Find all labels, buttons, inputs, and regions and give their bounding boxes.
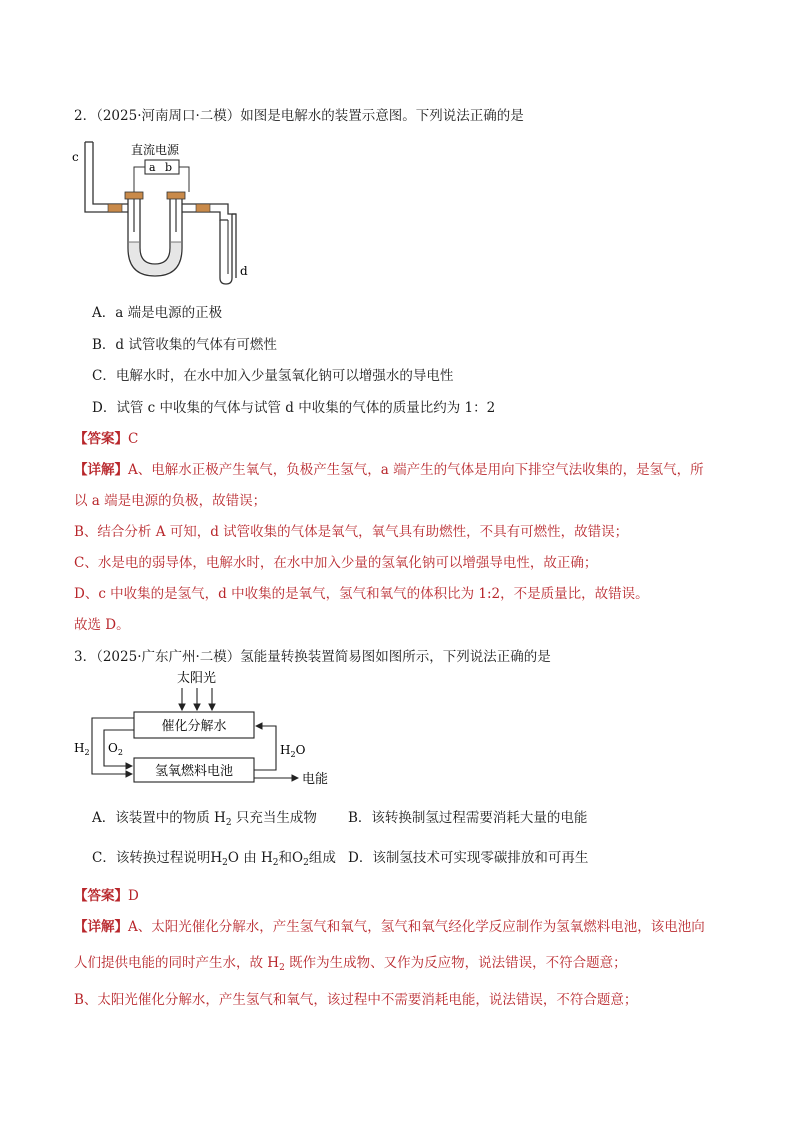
hydrogen-energy-diagram (70, 666, 350, 790)
q2-option-b: B．d 试管收集的气体有可燃性 (92, 337, 277, 353)
q3-explanation-line-3: B、太阳光催化分解水，产生氢气和氧气，该过程中不需要消耗电能，说法错误，不符合题意； (74, 992, 638, 1008)
q2-option-a: A．a 端是电源的正极 (92, 305, 223, 321)
q3-answer-label: 【答案】 (74, 888, 128, 904)
q2-answer (74, 427, 138, 447)
q2-explain-text-1: A、电解水正极产生氧气，负极产生氢气，a 端产生的气体是用向下排空气法收集的，是氢气，所 (128, 462, 704, 478)
fuel-cell-label: 氢氧燃料电池 (154, 764, 234, 779)
q2-explanation-line-3: B、结合分析 A 可知，d 试管收集的气体是氧气，氧气具有助燃性，不具有可燃性，故错误； (74, 524, 629, 540)
sunlight-label: 太阳光 (177, 671, 217, 686)
q3-option-a: A．该装置中的物质 $H_2$ 只充当生成物 (92, 810, 317, 828)
q3-answer-value: D (128, 888, 139, 904)
q3-explain-label: 【详解】 (74, 919, 128, 935)
q2-answer-value: C (128, 431, 139, 447)
tube-d-label: d (240, 264, 248, 278)
q3-option-c: C．该转换过程说明$H_2O$ 由 $H_2$和$O_2$组成 (92, 850, 336, 868)
h2o-label: $H_2O$ (280, 743, 306, 759)
q2-explanation-line-1 (74, 458, 704, 478)
q3-explanation-line-2: 人们提供电能的同时产生水，故 $H_2$ 既作为生成物、又作为反应物，说法错误，不符合题意； (74, 955, 627, 973)
power-supply-label: 直流电源 (131, 143, 180, 157)
q2-option-d: D．试管 c 中收集的气体与试管 d 中收集的气体的质量比约为 1：2 (92, 400, 496, 416)
q2-option-c: C．电解水时，在水中加入少量氢氧化钠可以增强水的导电性 (92, 368, 454, 384)
q2-answer-label: 【答案】 (74, 431, 128, 447)
q2-explanation-line-6: 故选 D。 (74, 617, 130, 633)
electric-energy-label: 电能 (302, 772, 329, 787)
q3-option-b: B．该转换制氢过程需要消耗大量的电能 (348, 810, 588, 826)
q2-explanation-line-2: 以 a 端是电源的负极，故错误； (74, 493, 267, 509)
tube-c-label: c (72, 150, 79, 164)
q2-explanation-line-4: C、水是电的弱导体，电解水时，在水中加入少量的氢氧化钠可以增强导电性，故正确； (74, 555, 598, 571)
q3-answer (74, 884, 139, 904)
q2-explanation-line-5: D、c 中收集的是氢气，d 中收集的是氧气，氢气和氧气的体积比为 1:2，不是质量比，故错误。 (74, 586, 649, 602)
q3-explain-text-1: A、太阳光催化分解水，产生氢气和氧气，氢气和氧气经化学反应制作为氢氧燃料电池，该电池向 (128, 919, 705, 935)
terminal-b-label: b (165, 161, 173, 174)
q3-option-d: D．该制氢技术可实现零碳排放和可再生 (348, 850, 589, 866)
question-2-stem: 2．（2025·河南周口·二模）如图是电解水的装置示意图。下列说法正确的是 (74, 108, 524, 124)
q3-explanation-line-1 (74, 915, 705, 935)
catalytic-decomposition-label: 催化分解水 (161, 719, 227, 734)
terminal-a-label: a (149, 161, 156, 174)
question-3-stem: 3．（2025·广东广州·二模）氢能量转换装置简易图如图所示，下列说法正确的是 (74, 649, 551, 665)
o2-label: $O_2$ (108, 741, 123, 757)
electrolysis-apparatus-diagram (68, 138, 258, 288)
h2-label: $H_2$ (74, 741, 90, 757)
q2-explain-label: 【详解】 (74, 462, 128, 478)
